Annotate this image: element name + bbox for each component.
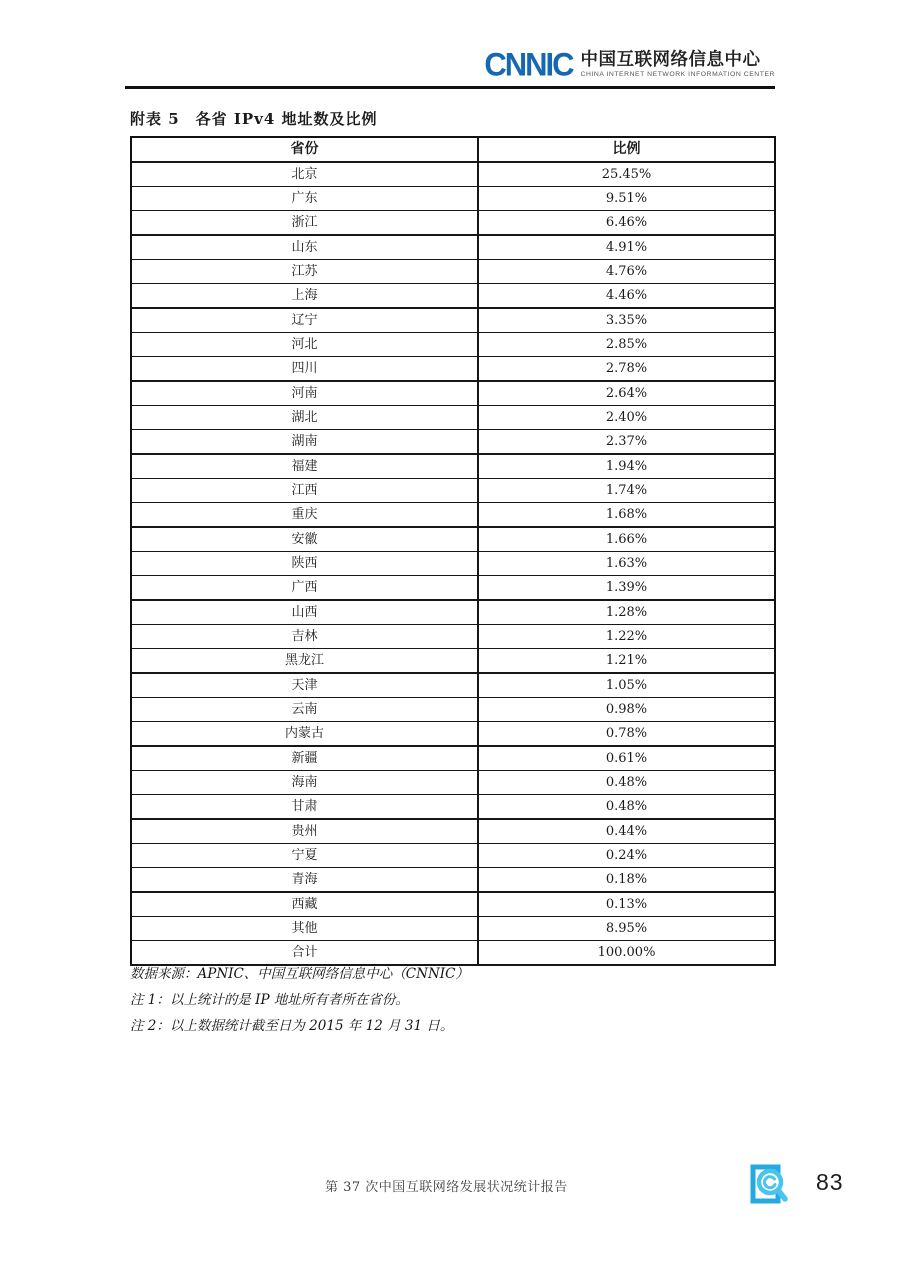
percent-cell: 0.24% [478,844,775,868]
percent-cell: 1.94% [478,454,775,479]
province-cell: 重庆 [131,503,478,528]
province-cell: 天津 [131,673,478,698]
percent-cell: 0.13% [478,892,775,917]
table-row [131,673,775,698]
table-row [131,235,775,260]
table-row [131,260,775,284]
province-cell: 合计 [131,941,478,966]
table-row [131,892,775,917]
table-row [131,527,775,552]
percent-cell: 1.74% [478,479,775,503]
province-cell: 安徽 [131,527,478,552]
org-name-cn: 中国互联网络信息中心 [580,50,761,70]
table-row [131,333,775,357]
province-cell: 山东 [131,235,478,260]
percent-cell: 25.45% [478,162,775,187]
province-cell: 辽宁 [131,308,478,333]
percent-cell: 2.85% [478,333,775,357]
percent-cell: 1.05% [478,673,775,698]
percent-cell: 1.68% [478,503,775,528]
header-rule [125,86,775,89]
table-title: 附表 5 各省 IPv4 地址数及比例 [130,110,378,128]
table-row [131,381,775,406]
table-row [131,771,775,795]
province-cell: 北京 [131,162,478,187]
percent-cell: 0.48% [478,795,775,820]
percent-cell: 0.61% [478,746,775,771]
table-row [131,162,775,187]
province-cell: 内蒙古 [131,722,478,747]
table-row [131,746,775,771]
province-cell: 河南 [131,381,478,406]
province-cell: 贵州 [131,819,478,844]
province-cell: 江西 [131,479,478,503]
table-row [131,552,775,576]
percent-cell: 0.98% [478,698,775,722]
table-row [131,211,775,236]
percent-cell: 1.22% [478,625,775,649]
province-cell: 海南 [131,771,478,795]
table-row [131,503,775,528]
province-cell: 福建 [131,454,478,479]
table-row [131,357,775,382]
percent-cell: 4.91% [478,235,775,260]
percent-cell: 4.46% [478,284,775,309]
province-cell: 江苏 [131,260,478,284]
province-cell: 吉林 [131,625,478,649]
province-cell: 河北 [131,333,478,357]
percent-cell: 8.95% [478,917,775,941]
province-cell: 陕西 [131,552,478,576]
table-row [131,576,775,601]
percent-cell: 2.40% [478,406,775,430]
province-cell: 湖南 [131,430,478,455]
table-row [131,868,775,893]
percent-cell: 1.39% [478,576,775,601]
cnnic-report-mark-icon [750,1160,788,1208]
table-row [131,649,775,674]
table-row [131,600,775,625]
province-cell: 甘肃 [131,795,478,820]
province-cell: 其他 [131,917,478,941]
table-row [131,454,775,479]
note-source: 数据来源：APNIC、中国互联网络信息中心（CNNIC） [130,966,469,982]
province-cell: 新疆 [131,746,478,771]
percent-cell: 2.64% [478,381,775,406]
table-row [131,479,775,503]
province-cell: 浙江 [131,211,478,236]
footer-report-title: 第 37 次中国互联网络发展状况统计报告 [325,1180,568,1195]
org-name-en: CHINA INTERNET NETWORK INFORMATION CENTER [580,71,775,78]
table-row [131,917,775,941]
percent-cell: 4.76% [478,260,775,284]
page-number: 83 [816,1169,844,1195]
note-1: 注 1：以上统计的是 IP 地址所有者所在省份。 [130,992,409,1008]
percent-cell: 2.78% [478,357,775,382]
percent-cell: 0.18% [478,868,775,893]
province-cell: 广西 [131,576,478,601]
province-cell: 西藏 [131,892,478,917]
cnnic-logo: CNNIC [484,46,573,83]
column-header-province: 省份 [131,137,478,162]
province-cell: 四川 [131,357,478,382]
ipv4-province-table [130,136,776,966]
page-header [484,46,775,83]
percent-cell: 9.51% [478,187,775,211]
table-row [131,187,775,211]
percent-cell: 3.35% [478,308,775,333]
province-cell: 宁夏 [131,844,478,868]
table-row [131,795,775,820]
percent-cell: 0.78% [478,722,775,747]
province-cell: 广东 [131,187,478,211]
percent-cell: 1.21% [478,649,775,674]
org-name-block [581,50,776,79]
percent-cell: 1.66% [478,527,775,552]
table-row [131,308,775,333]
percent-cell: 1.63% [478,552,775,576]
table-row [131,406,775,430]
table-row [131,698,775,722]
province-cell: 云南 [131,698,478,722]
percent-cell: 6.46% [478,211,775,236]
province-cell: 青海 [131,868,478,893]
table-row [131,430,775,455]
percent-cell: 100.00% [478,941,775,966]
table-row [131,722,775,747]
table-header [131,137,775,162]
percent-cell: 1.28% [478,600,775,625]
table-header-row [131,137,775,162]
province-cell: 山西 [131,600,478,625]
table-row [131,844,775,868]
table-row [131,284,775,309]
province-cell: 黑龙江 [131,649,478,674]
percent-cell: 0.48% [478,771,775,795]
table-row [131,625,775,649]
table-body [131,162,775,965]
percent-cell: 0.44% [478,819,775,844]
column-header-percent: 比例 [478,137,775,162]
province-cell: 上海 [131,284,478,309]
note-2: 注 2：以上数据统计截至日为 2015 年 12 月 31 日。 [130,1018,454,1034]
percent-cell: 2.37% [478,430,775,455]
table-notes [130,961,469,1039]
table-row [131,819,775,844]
province-cell: 湖北 [131,406,478,430]
